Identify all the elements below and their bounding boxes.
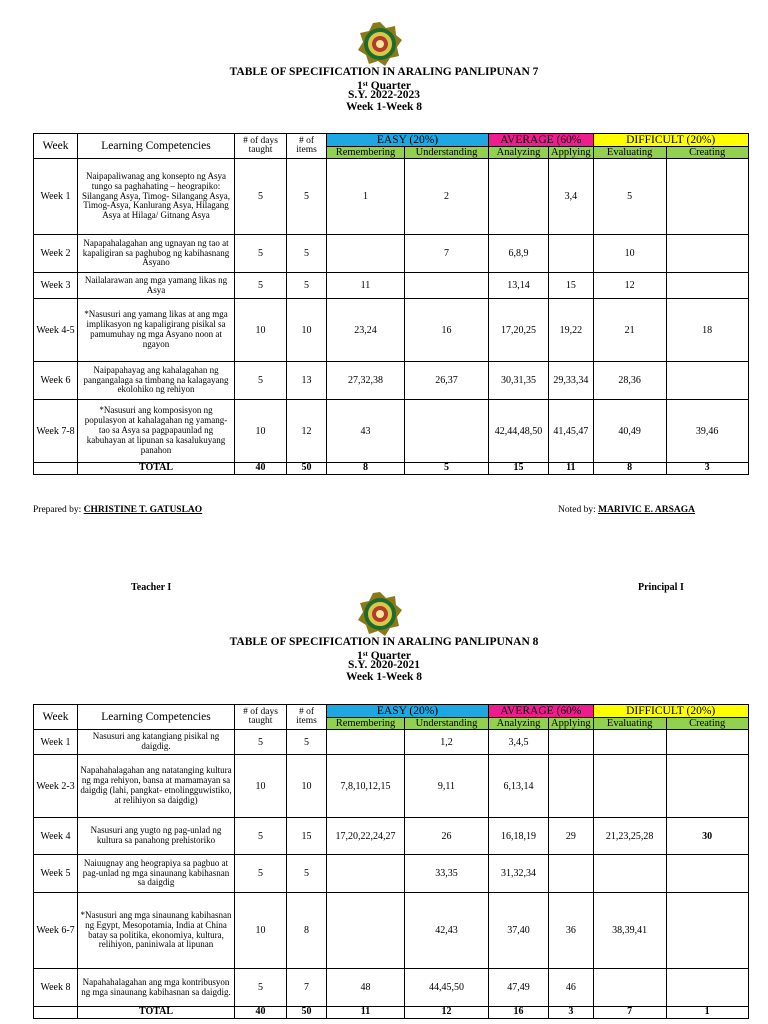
items-cell: 10	[287, 299, 327, 362]
week-cell: Week 4-5	[34, 299, 78, 362]
total-creating: 3	[666, 463, 748, 475]
table-row	[34, 159, 749, 235]
evaluating-cell	[593, 730, 666, 755]
preparer-role: Teacher I	[131, 582, 172, 593]
competency-cell: *Nasusuri ang komposisyon ng populasyon at kahalagahan ng yamang-tao sa Asya sa pagpapaunlad ng kabuhayan at lipunan sa kasalukuyang panahon	[78, 400, 235, 463]
header-evaluating: Evaluating	[593, 147, 666, 159]
creating-cell	[666, 969, 748, 1007]
understanding-cell: 26,37	[405, 362, 489, 400]
total-row	[34, 463, 749, 475]
table-row	[34, 730, 749, 755]
creating-cell	[666, 855, 748, 893]
analyzing-cell: 31,32,34	[489, 855, 549, 893]
document-header	[0, 67, 768, 113]
total-label: TOTAL	[78, 463, 235, 475]
days-cell: 5	[235, 159, 287, 235]
evaluating-cell: 38,39,41	[593, 893, 666, 969]
days-cell: 10	[235, 893, 287, 969]
header-analyzing: Analyzing	[489, 147, 549, 159]
items-cell: 5	[287, 273, 327, 299]
days-cell: 5	[235, 273, 287, 299]
total-spacer-cell	[34, 1007, 78, 1019]
total-remembering: 8	[327, 463, 405, 475]
evaluating-cell: 10	[593, 235, 666, 273]
items-cell: 8	[287, 893, 327, 969]
week-cell: Week 3	[34, 273, 78, 299]
items-cell: 5	[287, 235, 327, 273]
total-days: 40	[235, 463, 287, 475]
creating-cell	[666, 730, 748, 755]
total-applying: 11	[549, 463, 594, 475]
applying-cell	[549, 730, 594, 755]
applying-cell: 36	[549, 893, 594, 969]
week-cell: Week 2-3	[34, 755, 78, 818]
remembering-cell	[327, 855, 405, 893]
remembering-cell: 11	[327, 273, 405, 299]
quarter-label: 1st Quarter	[357, 649, 411, 662]
table-row	[34, 299, 749, 362]
competency-cell: Nailalarawan ang mga yamang likas ng Asya	[78, 273, 235, 299]
remembering-cell: 48	[327, 969, 405, 1007]
evaluating-cell: 40,49	[593, 400, 666, 463]
table-row	[34, 362, 749, 400]
creating-cell	[666, 893, 748, 969]
table-row	[34, 893, 749, 969]
creating-cell: 30	[666, 818, 748, 855]
remembering-cell: 1	[327, 159, 405, 235]
prepared-by-label: Prepared by:	[33, 505, 84, 515]
header-difficult: DIFFICULT (20%)	[593, 705, 748, 718]
quarter-label: 1st Quarter	[357, 79, 411, 92]
header-easy: EASY (20%)	[327, 705, 489, 718]
competency-cell: Naipapahayag ang kahalagahan ng pangangalaga sa timbang na kalagayang ekolohiko ng rehiyon	[78, 362, 235, 400]
header-understanding: Understanding	[405, 147, 489, 159]
competency-cell: Naipapaliwanag ang konsepto ng Asya tungo sa paghahating – heograpiko: Silangang Asya, Timog- Silangang Asya, Timog-Asya, Kanlurang Asya, Hilagang Asya at Hilaga/ Gitnang Asya	[78, 159, 235, 235]
applying-cell	[549, 855, 594, 893]
creating-cell	[666, 755, 748, 818]
analyzing-cell: 13,14	[489, 273, 549, 299]
table-row	[34, 400, 749, 463]
total-analyzing: 15	[489, 463, 549, 475]
analyzing-cell: 3,4,5	[489, 730, 549, 755]
header-competencies: Learning Competencies	[78, 134, 235, 159]
evaluating-cell: 21,23,25,28	[593, 818, 666, 855]
total-days: 40	[235, 1007, 287, 1019]
items-cell: 7	[287, 969, 327, 1007]
analyzing-cell: 6,13,14	[489, 755, 549, 818]
applying-cell: 15	[549, 273, 594, 299]
understanding-cell: 44,45,50	[405, 969, 489, 1007]
header-difficult: DIFFICULT (20%)	[593, 134, 748, 147]
evaluating-cell	[593, 855, 666, 893]
header-analyzing: Analyzing	[489, 718, 549, 730]
competency-cell: Nasusuri ang katangiang pisikal ng daigdig.	[78, 730, 235, 755]
applying-cell: 41,45,47	[549, 400, 594, 463]
week-cell: Week 6-7	[34, 893, 78, 969]
total-analyzing: 16	[489, 1007, 549, 1019]
header-remembering: Remembering	[327, 718, 405, 730]
evaluating-cell: 21	[593, 299, 666, 362]
remembering-cell	[327, 730, 405, 755]
evaluating-cell: 12	[593, 273, 666, 299]
items-cell: 5	[287, 159, 327, 235]
noted-by-label: Noted by:	[558, 505, 599, 515]
remembering-cell: 27,32,38	[327, 362, 405, 400]
header-evaluating: Evaluating	[593, 718, 666, 730]
days-cell: 5	[235, 969, 287, 1007]
total-evaluating: 8	[593, 463, 666, 475]
header-creating: Creating	[666, 718, 748, 730]
total-row	[34, 1007, 749, 1019]
days-cell: 10	[235, 299, 287, 362]
header-competencies: Learning Competencies	[78, 705, 235, 730]
remembering-cell: 43	[327, 400, 405, 463]
header-week: Week	[34, 705, 78, 730]
header-days: # of days taught	[235, 134, 287, 159]
table-row	[34, 969, 749, 1007]
week-cell: Week 1	[34, 159, 78, 235]
school-year: S.Y. 2022-2023	[347, 89, 421, 101]
header-understanding: Understanding	[405, 718, 489, 730]
days-cell: 5	[235, 362, 287, 400]
days-cell: 10	[235, 755, 287, 818]
creating-cell: 39,46	[666, 400, 748, 463]
week-cell: Week 4	[34, 818, 78, 855]
header-items: # of items	[287, 705, 327, 730]
header-items: # of items	[287, 134, 327, 159]
total-creating: 1	[666, 1007, 748, 1019]
noter-name: MARIVIC E. ARSAGA	[598, 505, 695, 515]
analyzing-cell: 6,8,9	[489, 235, 549, 273]
items-cell: 15	[287, 818, 327, 855]
competency-cell: Napahahalagahan ang mga kontribusyon ng mga sinaunang kabihasnan sa daigdig.	[78, 969, 235, 1007]
table-row	[34, 818, 749, 855]
understanding-cell: 33,35	[405, 855, 489, 893]
understanding-cell	[405, 400, 489, 463]
analyzing-cell: 30,31,35	[489, 362, 549, 400]
days-cell: 5	[235, 818, 287, 855]
days-cell: 5	[235, 730, 287, 755]
header-week: Week	[34, 134, 78, 159]
week-cell: Week 8	[34, 969, 78, 1007]
total-items: 50	[287, 1007, 327, 1019]
total-understanding: 12	[405, 1007, 489, 1019]
document-title: TABLE OF SPECIFICATION IN ARALING PANLIPUNAN 8	[229, 636, 539, 648]
competency-cell: Napapahalagahan ang ugnayan ng tao at kapaligiran sa paghubog ng kabihasnang Asyano	[78, 235, 235, 273]
competency-cell: Napahahalagahan ang natatanging kultura ng mga rehiyon, bansa at mamamayan sa daigdig (lahi, pangkat- etnolingguwistiko, at relihiyon sa daigdig)	[78, 755, 235, 818]
header-applying: Applying	[549, 718, 594, 730]
understanding-cell: 1,2	[405, 730, 489, 755]
remembering-cell: 17,20,22,24,27	[327, 818, 405, 855]
items-cell: 5	[287, 855, 327, 893]
applying-cell	[549, 755, 594, 818]
prepared-by	[33, 505, 202, 515]
analyzing-cell: 16,18,19	[489, 818, 549, 855]
total-label: TOTAL	[78, 1007, 235, 1019]
analyzing-cell: 42,44,48,50	[489, 400, 549, 463]
analyzing-cell	[489, 159, 549, 235]
applying-cell: 3,4	[549, 159, 594, 235]
creating-cell	[666, 235, 748, 273]
understanding-cell: 16	[405, 299, 489, 362]
analyzing-cell: 37,40	[489, 893, 549, 969]
school-seal-icon	[356, 20, 404, 68]
understanding-cell: 42,43	[405, 893, 489, 969]
items-cell: 12	[287, 400, 327, 463]
total-evaluating: 7	[593, 1007, 666, 1019]
days-cell: 10	[235, 400, 287, 463]
noted-by	[558, 505, 695, 515]
tos-section-ap8	[0, 590, 768, 1024]
total-spacer-cell	[34, 463, 78, 475]
table-row	[34, 273, 749, 299]
week-range: Week 1-Week 8	[345, 670, 423, 683]
competency-cell: Nasusuri ang yugto ng pag-unlad ng kultura sa panahong prehistoriko	[78, 818, 235, 855]
competency-cell: Naiuugnay ang heograpiya sa pagbuo at pag-unlad ng mga sinaunang kabihasnan sa daigdig	[78, 855, 235, 893]
header-average: AVERAGE (60%	[489, 134, 594, 147]
applying-cell	[549, 235, 594, 273]
remembering-cell	[327, 893, 405, 969]
items-cell: 13	[287, 362, 327, 400]
creating-cell: 18	[666, 299, 748, 362]
table-row	[34, 755, 749, 818]
document-header	[0, 637, 768, 683]
evaluating-cell	[593, 969, 666, 1007]
analyzing-cell: 17,20,25	[489, 299, 549, 362]
applying-cell: 29	[549, 818, 594, 855]
days-cell: 5	[235, 235, 287, 273]
remembering-cell: 7,8,10,12,15	[327, 755, 405, 818]
school-seal-icon	[356, 590, 404, 638]
total-items: 50	[287, 463, 327, 475]
total-understanding: 5	[405, 463, 489, 475]
tos-table-ap7	[33, 133, 749, 475]
school-year: S.Y. 2020-2021	[347, 659, 421, 671]
applying-cell: 19,22	[549, 299, 594, 362]
items-cell: 10	[287, 755, 327, 818]
understanding-cell: 7	[405, 235, 489, 273]
preparer-name: CHRISTINE T. GATUSLAO	[83, 505, 203, 515]
understanding-cell	[405, 273, 489, 299]
week-cell: Week 6	[34, 362, 78, 400]
creating-cell	[666, 362, 748, 400]
document-title: TABLE OF SPECIFICATION IN ARALING PANLIPUNAN 7	[229, 66, 539, 78]
applying-cell: 46	[549, 969, 594, 1007]
creating-cell	[666, 159, 748, 235]
days-cell: 5	[235, 855, 287, 893]
creating-cell	[666, 273, 748, 299]
table-row	[34, 235, 749, 273]
week-cell: Week 1	[34, 730, 78, 755]
evaluating-cell: 28,36	[593, 362, 666, 400]
header-average: AVERAGE (60%	[489, 705, 594, 718]
week-cell: Week 7-8	[34, 400, 78, 463]
understanding-cell: 2	[405, 159, 489, 235]
analyzing-cell: 47,49	[489, 969, 549, 1007]
understanding-cell: 9,11	[405, 755, 489, 818]
header-easy: EASY (20%)	[327, 134, 489, 147]
items-cell: 5	[287, 730, 327, 755]
tos-table-ap8	[33, 704, 749, 1019]
remembering-cell: 23,24	[327, 299, 405, 362]
week-range: Week 1-Week 8	[345, 100, 423, 113]
header-creating: Creating	[666, 147, 748, 159]
total-remembering: 11	[327, 1007, 405, 1019]
understanding-cell: 26	[405, 818, 489, 855]
total-applying: 3	[549, 1007, 594, 1019]
noter-role: Principal I	[638, 582, 684, 593]
header-applying: Applying	[549, 147, 594, 159]
header-days: # of days taught	[235, 705, 287, 730]
competency-cell: *Nasusuri ang mga sinaunang kabihasnan ng Egypt, Mesopotamia, India at China batay sa politika, ekonomiya, kultura, relihiyon, paniniwala at lipunan	[78, 893, 235, 969]
table-row	[34, 855, 749, 893]
week-cell: Week 5	[34, 855, 78, 893]
applying-cell: 29,33,34	[549, 362, 594, 400]
remembering-cell	[327, 235, 405, 273]
week-cell: Week 2	[34, 235, 78, 273]
evaluating-cell	[593, 755, 666, 818]
competency-cell: *Nasusuri ang yamang likas at ang mga implikasyon ng kapaligirang pisikal sa pamumuhay ng mga Asyano noon at ngayon	[78, 299, 235, 362]
evaluating-cell: 5	[593, 159, 666, 235]
header-remembering: Remembering	[327, 147, 405, 159]
